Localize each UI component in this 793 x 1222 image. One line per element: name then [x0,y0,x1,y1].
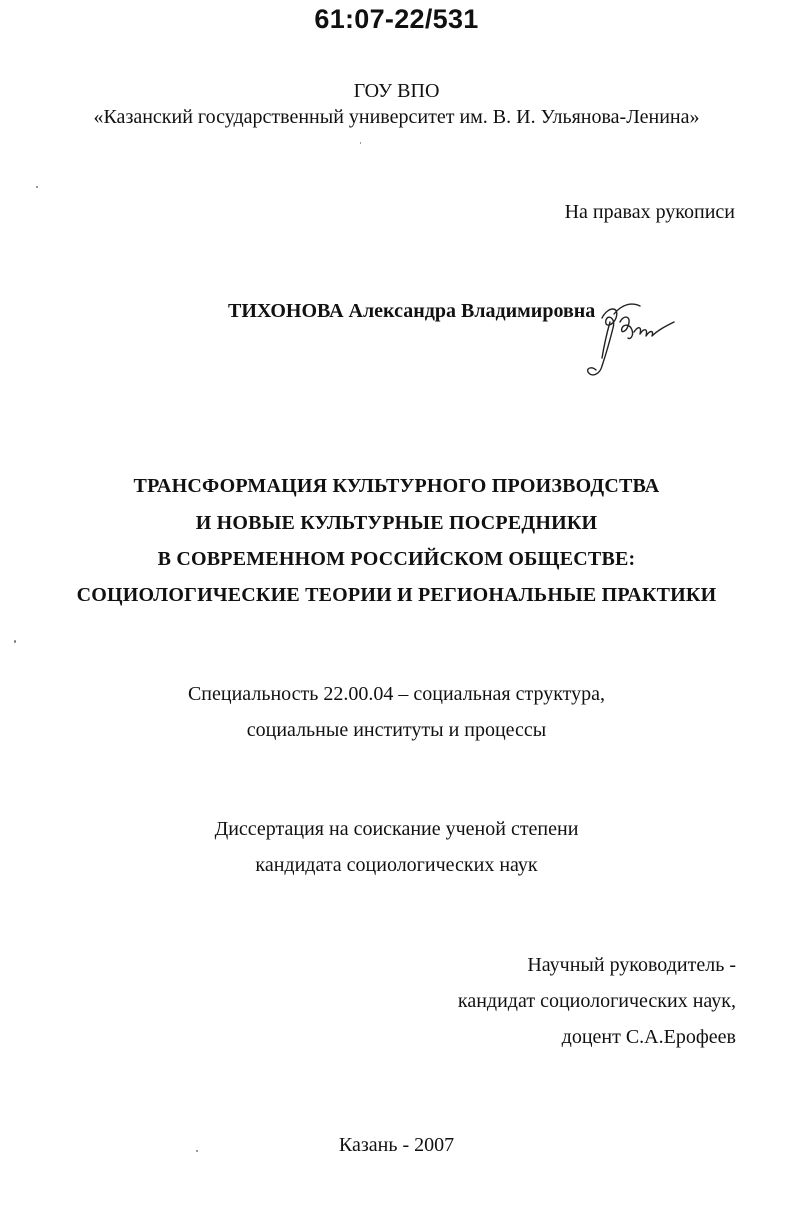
specialty-line-1: Специальность 22.00.04 – социальная структура, [187,683,606,705]
institution-type: ГОУ ВПО [353,80,440,102]
supervisor-line-1: Научный руководитель - [527,954,736,976]
scan-speck [14,640,16,643]
supervisor-line-2: кандидат социологических наук, [457,990,736,1012]
dissertation-line-1: Диссертация на соискание ученой степени [214,818,579,840]
title-line-4: СОЦИОЛОГИЧЕСКИЕ ТЕОРИИ И РЕГИОНАЛЬНЫЕ ПРАКТИКИ [76,584,717,606]
author-name: ТИХОНОВА Александра Владимировна [228,300,596,322]
signature-icon [580,296,680,386]
dissertation-line-2: кандидата социологических наук [255,854,538,876]
specialty-line-2: социальные институты и процессы [246,719,547,741]
manuscript-note: На правах рукописи [564,201,735,223]
scan-speck [360,142,361,144]
title-line-3: В СОВРЕМЕННОМ РОССИЙСКОМ ОБЩЕСТВЕ: [157,548,636,570]
city-year: Казань - 2007 [338,1134,455,1156]
title-line-2: И НОВЫЕ КУЛЬТУРНЫЕ ПОСРЕДНИКИ [195,512,598,534]
scan-speck [36,186,38,188]
title-line-1: ТРАНСФОРМАЦИЯ КУЛЬТУРНОГО ПРОИЗВОДСТВА [133,475,660,497]
catalog-code: 61:07-22/531 [314,4,479,34]
supervisor-line-3: доцент С.А.Ерофеев [561,1026,736,1048]
institution-name: «Казанский государственный университет им. В. И. Ульянова-Ленина» [93,106,700,128]
scan-speck [196,1150,198,1152]
